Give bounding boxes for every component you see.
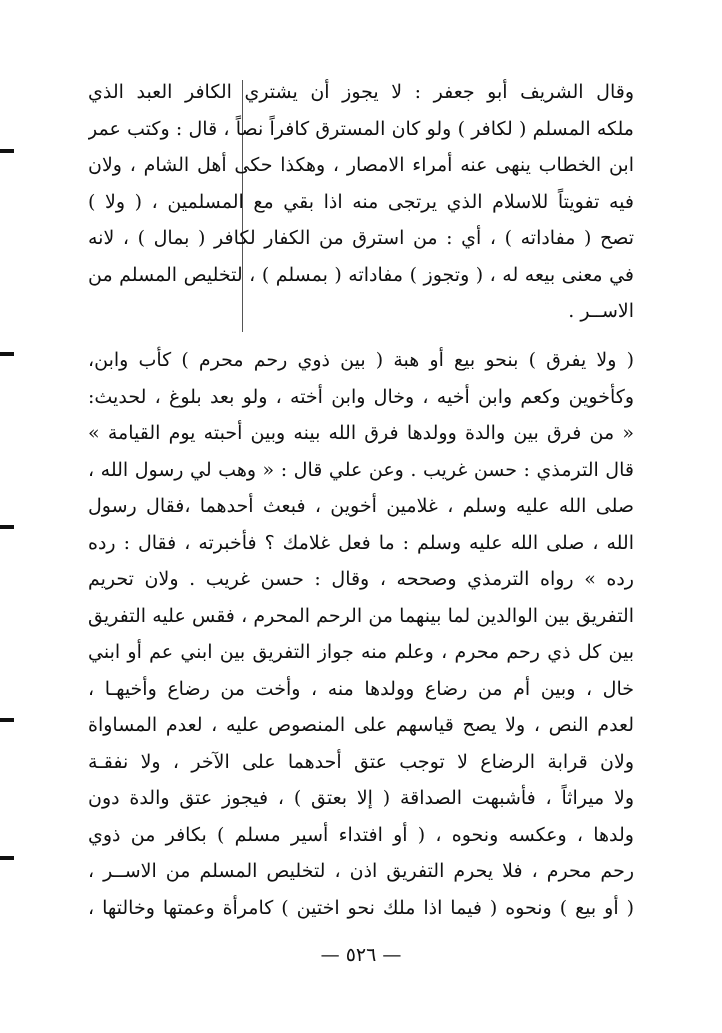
- margin-mark: [0, 856, 14, 860]
- text-line: في معنى بيعه له ، ( وتجوز ) مفاداته ( بمسلم ) ، لتخليص المسلم من: [88, 263, 634, 286]
- text-line: رده » رواه الترمذي وصححه ، وقال : حسن غريب . ولان تحريم: [88, 568, 634, 590]
- text-line: ( أو بيع ) ونحوه ( فيما اذا ملك نحو اختين ) كامرأة وعمتها وخالتها ،: [88, 896, 634, 919]
- text-line: تصح ( مفاداته ) ، أي : من استرق من الكفار لكافر ( بمال ) ، لانه: [88, 227, 634, 249]
- text-line: بين كل ذي رحم محرم ، وعلم منه جواز التفريق بين ابني عم أو ابني: [88, 641, 634, 663]
- text-line: فيه تفويتاً للاسلام الذي يرتجى منه اذا بقي مع المسلمين ، ( ولا ): [88, 190, 634, 213]
- text-line: صلى الله عليه وسلم ، غلامين أخوين ، فبعث أحدهما ،فقال رسول: [88, 495, 634, 517]
- text-line: « من فرق بين والدة وولدها فرق الله بينه وبين أحبته يوم القيامة »: [88, 422, 634, 444]
- text-line: الله ، صلى الله عليه وسلم : ما فعل غلامك ؟ فأخبرته ، فقال : رده: [88, 531, 634, 554]
- text-line: ولدها ، وعكسه ونحوه ، ( أو افتداء أسير مسلم ) بكافر من ذوي: [88, 823, 634, 846]
- text-line: ولان قرابة الرضاع لا توجب عتق أحدهما على الآخر ، ولا نفقـة: [88, 750, 634, 773]
- text-line: ملكه المسلم ( لكافر ) ولو كان المسترق كافراً نصاً ، قال : وكتب عمر: [88, 117, 634, 140]
- text-line: ابن الخطاب ينهى عنه أمراء الامصار ، وهكذا حكى أهل الشام ، ولان: [88, 154, 634, 176]
- page-number: — ٥٢٦ —: [320, 944, 402, 966]
- text-line: خال ، وبين أم من رضاع وولدها منه ، وأخت من رضاع وأخيهـا ،: [88, 677, 634, 700]
- text-line: ولا ميراثاً ، فأشبهت الصداقة ( إلا بعتق ) ، فيجوز عتق والدة دون: [88, 787, 634, 809]
- text-line: وكأخوين وكعم وابن أخيه ، وخال وابن أخته ، ولو بعد بلوغ ، لحديث:: [88, 385, 634, 408]
- margin-mark: [0, 352, 14, 356]
- text-line: قال الترمذي : حسن غريب . وعن علي قال : « وهب لي رسول الله ،: [88, 458, 634, 481]
- text-line: ( ولا يفرق ) بنحو بيع أو هبة ( بين ذوي رحم محرم ) كأب وابن،: [88, 349, 634, 371]
- paragraph-2: [88, 342, 634, 926]
- text-line: رحم محرم ، فلا يحرم التفريق اذن ، لتخليص المسلم من الاســر ،: [88, 860, 634, 882]
- text-line: وقال الشريف أبو جعفر : لا يجوز أن يشتري الكافر العبد الذي: [88, 81, 634, 103]
- text-line: لعدم النص ، ولا يصح قياسهم على المنصوص عليه ، لعدم المساواة: [88, 714, 634, 736]
- margin-mark: [0, 149, 14, 153]
- margin-mark: [0, 525, 14, 529]
- paragraph-1: [88, 74, 634, 330]
- text-line: التفريق بين الوالدين لما بينهما من الرحم المحرم ، فقس عليه التفريق: [88, 604, 634, 627]
- text-line: الاســر .: [568, 300, 634, 322]
- margin-mark: [0, 718, 14, 722]
